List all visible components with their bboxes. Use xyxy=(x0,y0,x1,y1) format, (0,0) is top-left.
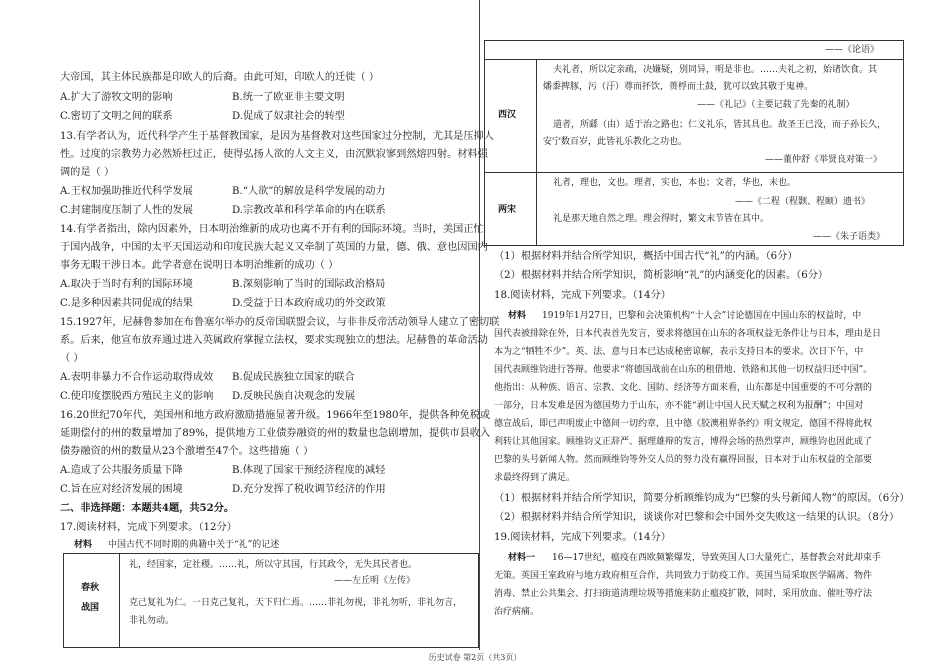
era-liangsong: 两宋 xyxy=(498,205,517,215)
table-divider xyxy=(536,59,537,245)
q15-option-a: A.表明非暴力不合作运动取得成效 xyxy=(60,372,214,383)
era-xihan: 西汉 xyxy=(498,110,517,120)
text-liji-1: 夫礼者，所以定亲疏，决嫌疑，别同异，明是非也。……夫礼之初，始诸饮食。其 xyxy=(553,65,878,75)
q18-material-line5: 他指出：从种族、语言、宗教、文化、国防、经济等方面来看，山东都是中国重要的不可分割的 xyxy=(494,383,873,393)
q15-line1: 15.1927年，尼赫鲁参加在布鲁塞尔举办的反帝国联盟会议，与非非反帝活动领导人建立了密切联 xyxy=(60,317,500,328)
q13-line3: 调的是（ ） xyxy=(60,167,115,178)
era-chunqiu: 春秋 xyxy=(81,583,100,593)
table-divider xyxy=(119,554,120,647)
q15-option-b: B.促成民族独立国家的联合 xyxy=(232,372,355,383)
q19-heading: 19.阅读材料，完成下列要求。（14分） xyxy=(494,532,671,543)
q18-material-label: 材料 xyxy=(508,311,527,321)
text-dongzhongshu-2: 安宁数百岁，此皆礼乐教化之功也。 xyxy=(543,137,688,147)
q19-material-line4: 治疗病痛。 xyxy=(494,607,540,617)
q13-option-d: D.宗教改革和科学革命的内在联系 xyxy=(232,205,386,216)
q15-line3: （ ） xyxy=(60,353,84,364)
q16-option-b: B.体现了国家干预经济程度的减轻 xyxy=(232,465,386,476)
q18-material-line7: 德宣战后，即已声明废止中德间一切约章，且中德《胶澳租界条约》明文规定，德国不得将此权 xyxy=(494,419,873,429)
q14-line3: 事务无暇干涉日本。此学者意在说明日本明治维新的成功（ ） xyxy=(60,260,339,271)
q18-material-line8: 利转让其他国家。顾维钧义正辞严、据理雄辩的发言，博得会场的热烈掌声，顾维钧也因此成了 xyxy=(494,437,873,447)
source-lunyu: ——《论语》 xyxy=(825,45,880,55)
q18-material-line2: 国代表被排除在外，日本代表首先发言，要求将德国在山东的各项权益无条件让与日本，理由是日 xyxy=(494,329,882,339)
q18-heading: 18.阅读材料，完成下列要求。（14分） xyxy=(494,290,671,301)
q13-option-c: C.封建制度压制了人性的发展 xyxy=(60,205,193,216)
q18-material-line3: 本为之“牺牲不少”。英、法、意与日本已达成秘密谅解，表示支持日本的要求。次日下午，中 xyxy=(494,347,864,357)
q14-line2: 于国内战争，中国的太平天国运动和印度民族大起义又牵制了英国的力量，德、俄、意也因国内 xyxy=(60,242,488,253)
source-erchengyishu: ——《二程（程颢、程颐）遗书》 xyxy=(735,197,871,207)
q16-option-a: A.造成了公共服务质量下降 xyxy=(60,465,183,476)
section-2-heading: 二、非选择题：本题共4题，共52分。 xyxy=(60,502,235,514)
q18-question-1: （1）根据材料并结合所学知识，简要分析顾维钧成为“巴黎的头号新闻人物”的原因。（6分） xyxy=(494,493,910,504)
q17-question-2: （2）根据材料并结合所学知识，简析影响“礼”的内涵变化的因素。（6分） xyxy=(494,270,829,281)
q18-material-line9: 巴黎的头号新闻人物。然而顾维钧等外交人员的努力没有赢得回报，日本对于山东权益的全部要 xyxy=(494,455,873,465)
text-zhuziyulei: 礼是那天地自然之理。理会得时，繁文末节皆在其中。 xyxy=(553,214,770,224)
q18-question-2: （2）根据材料并结合所学知识，谈谈你对巴黎和会中国外交失败这一结果的认识。（8分） xyxy=(494,512,900,523)
text-dongzhongshu-1: 道者，所繇（由）适于治之路也；仁义礼乐，皆其具也。故圣王已没，而子孙长久， xyxy=(553,120,887,130)
q14-option-b: B.深刻影响了当时的国际政治格局 xyxy=(232,279,386,290)
q19-material-line2: 无策。英国王室政府与地方政府相互合作，共同致力于防疫工作。英国当局采取医学隔离、物件 xyxy=(494,571,873,581)
q18-material-line10: 求最终得到了满足。 xyxy=(494,473,576,483)
table-row-line xyxy=(485,172,903,173)
source-zuozhuan: ——左丘明《左传》 xyxy=(334,576,416,586)
q12-option-c: C.密切了文明之间的联系 xyxy=(60,111,173,122)
era-zhanguo: 战国 xyxy=(81,603,100,613)
text-liji-2: 燔黍捭豚，污（汙）尊而抔饮，蒉桴而土鼓，犹可以致其敬于鬼神。 xyxy=(543,82,814,92)
material-title: 中国古代不同时期的典籍中关于“礼”的记述 xyxy=(108,540,280,550)
q18-material-line4: 国代表顾维钧进行答辩。他要求“将德国战前在山东的租借地、铁路和其他一切权益归还中国”。 xyxy=(494,365,873,375)
table-chunqiu xyxy=(63,553,479,648)
q16-line3: 债券融资的州的数量从23个激增至47个。这些措施（ ） xyxy=(60,446,314,457)
q15-line2: 系。后来，他宣布放弃通过进入英属政府掌握立法权，要求实现独立的想法。尼赫鲁的革命活动 xyxy=(60,335,488,346)
q19-material-line1: 16—17世纪，瘟疫在西欧频繁爆发，导致英国人口大量死亡，基督教会对此却束手 xyxy=(552,553,881,563)
q12-option-d: D.促成了奴隶社会的转型 xyxy=(232,111,345,122)
q16-option-d: D.充分发挥了税收调节经济的作用 xyxy=(232,484,386,495)
q18-material-line6: 一部分，日本发难是因为德国势力于山东，亦不能“剥让中国人民天赋之权利为报酬”；中国对 xyxy=(494,401,864,411)
q13-option-a: A.王权加强助推近代科学发展 xyxy=(60,186,193,197)
q17-question-1: （1）根据材料并结合所学知识，概括中国古代“礼”的内涵。（6分） xyxy=(494,251,798,262)
q19-material-line3: 消毒、禁止公共集会、打扫街道清理垃圾等措施来防止瘟疫扩散，同时，采用放血、催吐等疗法 xyxy=(494,589,873,599)
q15-option-d: D.反映民族自决观念的发展 xyxy=(232,391,356,402)
table-han-song xyxy=(484,40,904,246)
q19-material-label: 材料一 xyxy=(508,553,536,563)
q14-option-d: D.受益于日本政府成功的外交政策 xyxy=(232,298,386,309)
q16-line2: 延期偿付的州的数量增加了89%，提供地方工业债券融资的州的数量也急剧增加，提供市县收入 xyxy=(60,428,491,439)
q12-option-b: B.统一了欧亚非主要文明 xyxy=(232,92,345,103)
page-footer: 历史试卷 第2页（共3页） xyxy=(428,653,522,662)
q13-line2: 性。过度的宗教势力必然矫枉过正，使得弘扬人欲的人文主义，由沉默寂寥到然熔四射。材料强 xyxy=(60,149,488,160)
q12-option-a: A.扩大了游牧文明的影响 xyxy=(60,92,173,103)
q15-option-c: C.使印度摆脱西方殖民主义的影响 xyxy=(60,391,214,402)
text-lunyu-1: 克己复礼为仁。一日克己复礼，天下归仁焉。……非礼勿视，非礼勿听，非礼勿言， xyxy=(129,598,463,608)
text-erchengyishu: 礼者，理也，文也。理者，实也，本也；文者，华也，末也。 xyxy=(553,178,797,188)
material-label: 材料 xyxy=(74,540,93,550)
source-zhuziyulei: ——《朱子语类》 xyxy=(813,232,886,242)
q16-option-c: C.旨在应对经济发展的困境 xyxy=(60,484,183,495)
q13-line1: 13.有学者认为，近代科学产生于基督教国家，是因为基督教对这些国家过分控制，尤其是压抑人 xyxy=(60,131,494,142)
table-row-line xyxy=(485,59,903,60)
q14-option-c: C.是多种因素共同促成的结果 xyxy=(60,298,193,309)
text-zuozhuan: 礼，经国家，定社稷。……礼，所以守其国，行其政令，无失其民者也。 xyxy=(129,560,418,570)
q17-heading: 17.阅读材料，完成下列要求。（12分） xyxy=(60,522,237,533)
source-dongzhongshu: ——董仲舒《举贤良对策一》 xyxy=(765,155,883,165)
q16-line1: 16.20世纪70年代，美国州和地方政府激励措施显著升级。1966年至1980年，提供各种免税或 xyxy=(60,410,491,421)
q13-option-b: B.“人欲”的解放是科学发展的动力 xyxy=(232,186,386,197)
q14-line1: 14.有学者指出，除内因素外，日本明治维新的成功也离不开有利的国际环境。当时，美国正忙 xyxy=(60,224,484,235)
text-lunyu-2: 非礼勿动。 xyxy=(129,616,175,626)
q18-material-line1: 1919年1月27日，巴黎和会决策机构“十人会”讨论德国在中国山东的权益时，中 xyxy=(542,311,862,321)
q11-tail: 大帝国，其主体民族都是印欧人的后裔。由此可知，印欧人的迁徙（ ） xyxy=(60,72,380,83)
q14-option-a: A.取决于当时有利的国际环境 xyxy=(60,279,193,290)
source-liji: ——《礼记》（主要记载了先秦的礼制） xyxy=(697,100,855,110)
